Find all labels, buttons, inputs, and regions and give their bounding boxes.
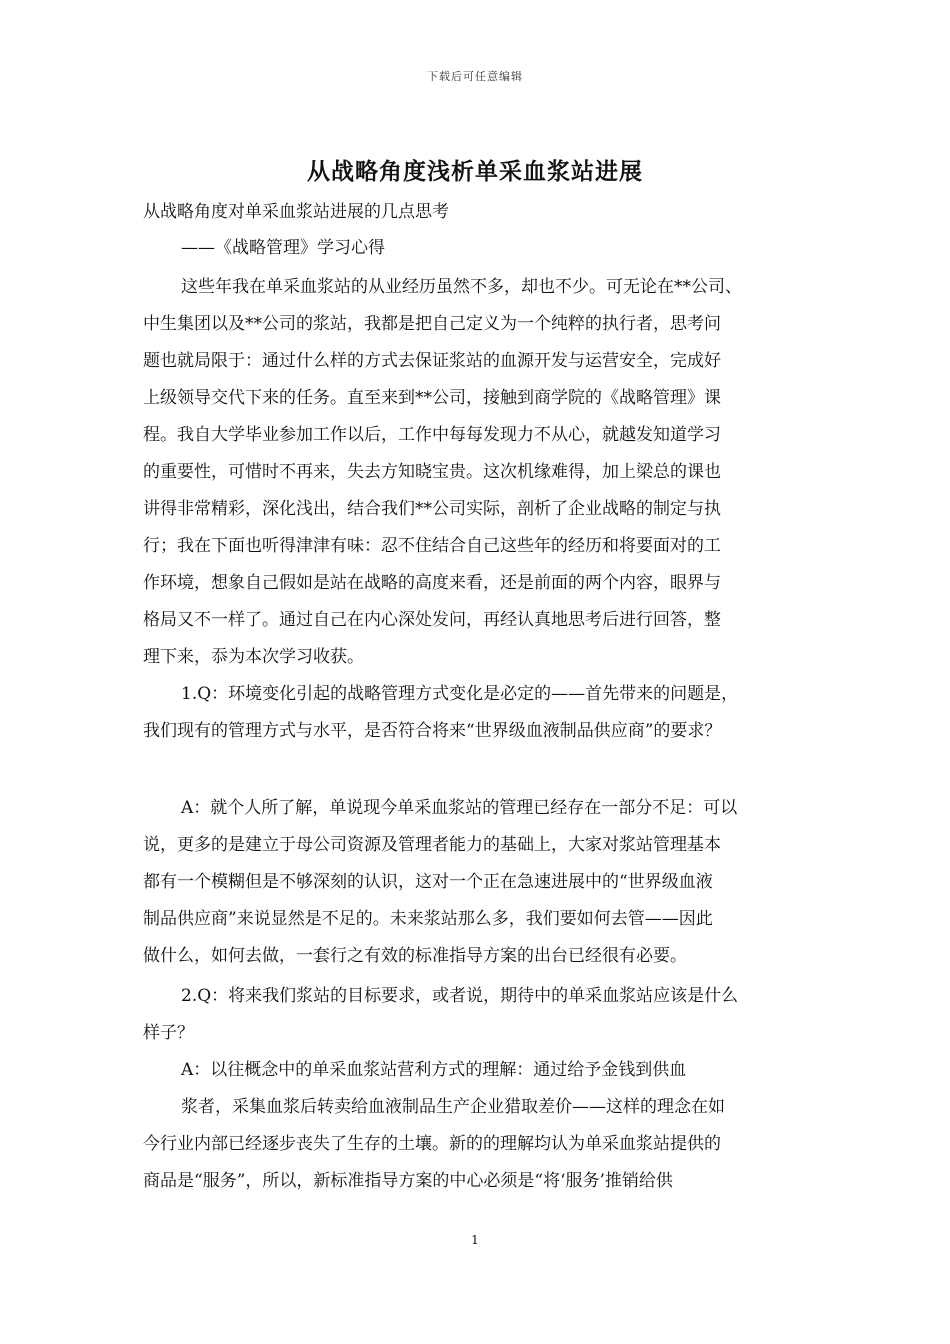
- body-line: 格局又不一样了。通过自己在内心深处发问，再经认真地思考后进行回答，整: [143, 610, 721, 630]
- body-line: 行；我在下面也听得津津有味：忍不住结合自己这些年的经历和将要面对的工: [143, 536, 721, 556]
- body-line: 程。我自大学毕业参加工作以后，工作中每每发现力不从心，就越发知道学习: [143, 425, 721, 445]
- question-2-line: 样子？: [143, 1023, 194, 1043]
- body-line: 中生集团以及**公司的浆站，我都是把自己定义为一个纯粹的执行者，思考问: [143, 314, 721, 334]
- page-number: 1: [471, 1233, 479, 1247]
- answer-2-line: 商品是“服务”，所以，新标准指导方案的中心必须是“将‘服务’推销给供: [143, 1171, 673, 1191]
- answer-1-line: 都有一个模糊但是不够深刻的认识，这对一个正在急速进展中的“世界级血液: [143, 872, 713, 892]
- header-note: 下载后可任意编辑: [427, 70, 523, 83]
- answer-2-line: A：以往概念中的单采血浆站营利方式的理解：通过给予金钱到供血: [181, 1060, 687, 1080]
- question-1-line: 1.Q：环境变化引起的战略管理方式变化是必定的——首先带来的问题是，: [181, 684, 739, 704]
- body-line: 这些年我在单采血浆站的从业经历虽然不多，却也不少。可无论在**公司、: [181, 277, 742, 297]
- answer-2-line: 浆者，采集血浆后转卖给血液制品生产企业猎取差价——这样的理念在如: [181, 1097, 725, 1117]
- subtitle-study-notes: ——《战略管理》学习心得: [181, 238, 385, 258]
- answer-1-line: 做什么，如何去做，一套行之有效的标准指导方案的出台已经很有必要。: [143, 946, 687, 966]
- question-1-line: 我们现有的管理方式与水平，是否符合将来“世界级血液制品供应商”的要求？: [143, 721, 722, 741]
- answer-1-line: 说，更多的是建立于母公司资源及管理者能力的基础上，大家对浆站管理基本: [143, 835, 721, 855]
- answer-1-line: A：就个人所了解，单说现今单采血浆站的管理已经存在一部分不足：可以: [181, 798, 738, 818]
- subtitle: 从战略角度对单采血浆站进展的几点思考: [143, 202, 449, 222]
- body-line: 上级领导交代下来的任务。直至来到**公司，接触到商学院的《战略管理》课: [143, 388, 721, 408]
- body-line: 题也就局限于：通过什么样的方式去保证浆站的血源开发与运营安全，完成好: [143, 351, 721, 371]
- body-line: 的重要性，可惜时不再来，失去方知晓宝贵。这次机缘难得，加上梁总的课也: [143, 462, 721, 482]
- document-title: 从战略角度浅析单采血浆站进展: [307, 158, 643, 185]
- body-line: 作环境，想象自己假如是站在战略的高度来看，还是前面的两个内容，眼界与: [143, 573, 721, 593]
- body-line: 讲得非常精彩，深化浅出，结合我们**公司实际，剖析了企业战略的制定与执: [143, 499, 721, 519]
- body-line: 理下来，忝为本次学习收获。: [143, 647, 364, 667]
- answer-1-line: 制品供应商”来说显然是不足的。未来浆站那么多，我们要如何去管——因此: [143, 909, 713, 929]
- question-2-line: 2.Q：将来我们浆站的目标要求，或者说，期待中的单采血浆站应该是什么: [181, 986, 739, 1006]
- answer-2-line: 今行业内部已经逐步丧失了生存的土壤。新的的理解均认为单采血浆站提供的: [143, 1134, 721, 1154]
